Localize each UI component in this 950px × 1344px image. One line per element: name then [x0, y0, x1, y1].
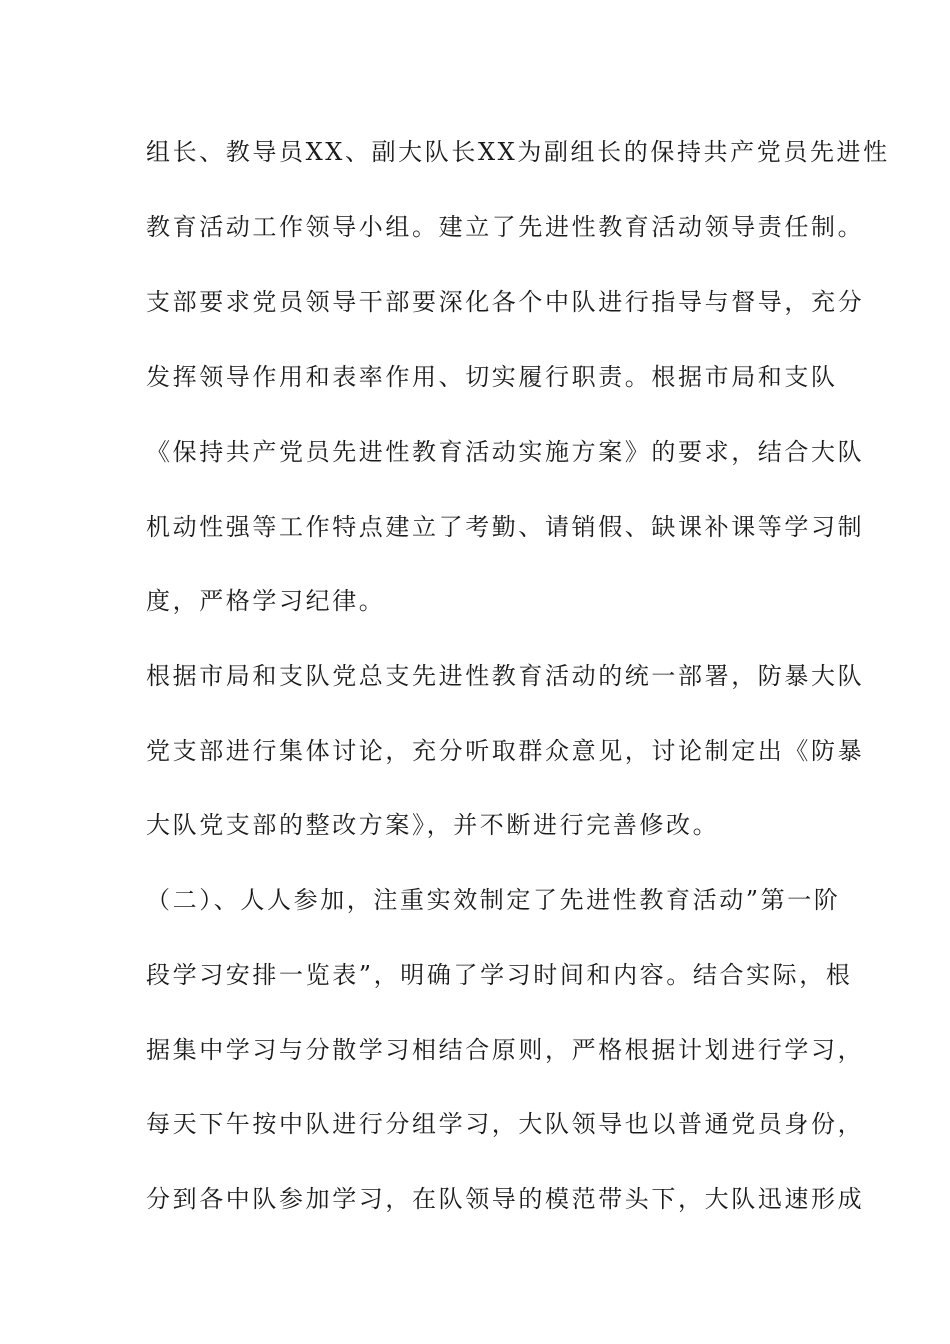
text-line-2: 教育活动工作领导小组。建立了先进性教育活动领导责任制。: [146, 213, 865, 241]
text-line-14: 每天下午按中队进行分组学习，大队领导也以普通党员身份，: [146, 1110, 865, 1138]
text-line-7: 度，严格学习纪律。: [146, 587, 386, 615]
text-line-12: 段学习安排一览表”，明确了学习时间和内容。结合实际，根: [146, 961, 853, 989]
text-line-10: 大队党支部的整改方案》，并不断进行完善修改。: [146, 811, 720, 839]
text-line-11: （二）、人人参加，注重实效制定了先进性教育活动”第一阶: [146, 886, 841, 914]
text-line-8: 根据市局和支队党总支先进性教育活动的统一部署，防暴大队: [146, 662, 865, 690]
text-line-15: 分到各中队参加学习，在队领导的模范带头下，大队迅速形成: [146, 1185, 865, 1213]
text-line-9: 党支部进行集体讨论，充分听取群众意见，讨论制定出《防暴: [146, 737, 865, 765]
text-line-5: 《保持共产党员先进性教育活动实施方案》的要求，结合大队: [146, 438, 865, 466]
text-line-6: 机动性强等工作特点建立了考勤、请销假、缺课补课等学习制: [146, 513, 865, 541]
text-line-3: 支部要求党员领导干部要深化各个中队进行指导与督导，充分: [146, 288, 865, 316]
text-line-1: 组长、教导员XX、副大队长XX为副组长的保持共产党员先进性: [146, 138, 890, 166]
text-line-13: 据集中学习与分散学习相结合原则，严格根据计划进行学习，: [146, 1036, 865, 1064]
text-line-4: 发挥领导作用和表率作用、切实履行职责。根据市局和支队: [146, 363, 838, 391]
